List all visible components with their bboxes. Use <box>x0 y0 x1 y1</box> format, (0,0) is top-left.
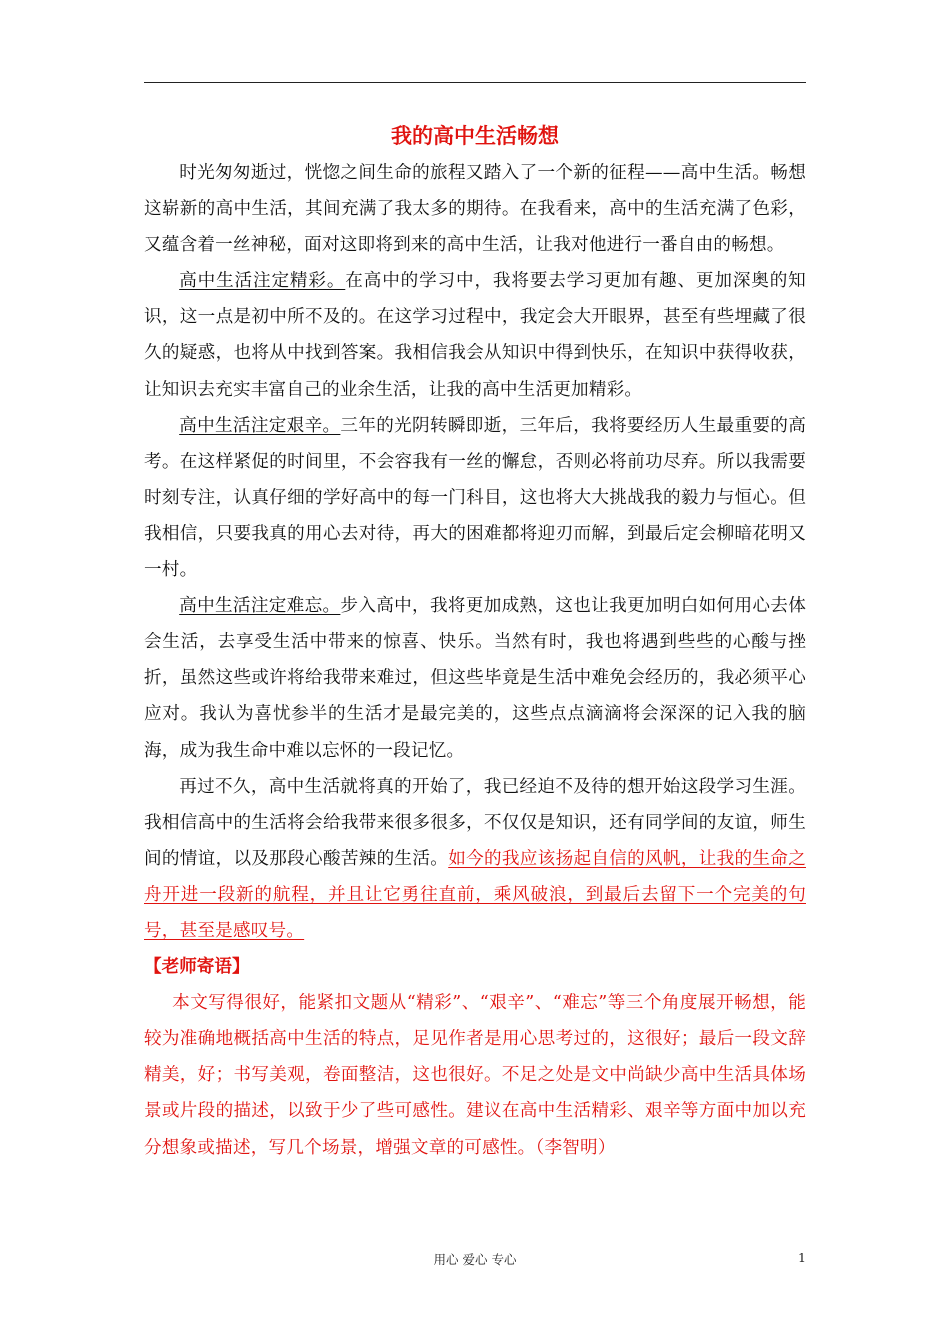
header-rule <box>144 82 806 83</box>
paragraph-memorable <box>144 588 806 768</box>
page-title: 我的高中生活畅想 <box>391 124 559 148</box>
closing-text: 再过不久，高中生活就将真的开始了，我已经迫不及待的想开始这段学习生涯。我相信高中的生活将会给我带来很多很多，不仅仅是知识，还有同学间的友谊，师生间的情谊，以及那段心酸苦辣的生活。 <box>144 776 806 869</box>
paragraph-wonderful <box>144 263 806 407</box>
paragraph-hardship <box>144 408 806 588</box>
paragraph-lead: 高中生活注定艰辛。 <box>179 415 341 436</box>
page-number: 1 <box>798 1250 806 1265</box>
document-body <box>144 155 806 1166</box>
paragraph-text: 时光匆匆逝过，恍惚之间生命的旅程又踏入了一个新的征程——高中生活。畅想这崭新的高中生活，其间充满了我太多的期待。在我看来，高中的生活充满了色彩，又蕴含着一丝神秘，面对这即将到来的高中生活，让我对他进行一番自由的畅想。 <box>144 163 806 256</box>
paragraph-lead: 高中生活注定难忘。 <box>179 596 341 617</box>
closing-paragraph <box>144 769 806 949</box>
footer-motto: 用心 爱心 专心 <box>433 1252 517 1267</box>
closing-highlight: 如今的我应该扬起自信的风帆，让我的生命之舟开进一段新的航程，并且让它勇往直前，乘风破浪，到最后去留下一个完美的句号，甚至是感叹号。 <box>144 848 806 941</box>
paragraph-text: 三年的光阴转瞬即逝，三年后，我将要经历人生最重要的高考。在这样紧促的时间里，不会容我有一丝的懈怠，否则必将前功尽弃。所以我需要时刻专注，认真仔细的学好高中的每一门科目，这也将大大挑战我的毅力与恒心。但我相信，只要我真的用心去对待，再大的困难都将迎刃而解，到最后定会柳暗花明又一村。 <box>144 415 806 581</box>
teacher-heading: 【老师寄语】 <box>144 956 250 978</box>
intro-paragraph <box>144 155 806 263</box>
teacher-comment: 本文写得很好，能紧扣文题从“精彩”、“艰辛”、“难忘”等三个角度展开畅想，能较为准确地概括高中生活的特点，足见作者是用心思考过的，这很好；最后一段文辞精美，好；书写美观，卷面整洁，这也很好。不足之处是文中尚缺少高中生活具体场景或片段的描述，以致于少了些可感性。建议在高中生活精彩、艰辛等方面中加以充分想象或描述，写几个场景，增强文章的可感性。（李智明） <box>144 993 806 1158</box>
paragraph-text: 在高中的学习中，我将要去学习更加有趣、更加深奥的知识，这一点是初中所不及的。在这学习过程中，我定会大开眼界，甚至有些埋藏了很久的疑惑，也将从中找到答案。我相信我会从知识中得到快乐，在知识中获得收获，让知识去充实丰富自己的业余生活，让我的高中生活更加精彩。 <box>144 271 806 400</box>
paragraph-text: 步入高中，我将更加成熟，这也让我更加明白如何用心去体会生活，去享受生活中带来的惊喜、快乐。当然有时，我也将遇到些些的心酸与挫折，虽然这些或许将给我带来难过，但这些毕竟是生活中难免会经历的，我必须平心应对。我认为喜忧参半的生活才是最完美的，这些点点滴滴将会深深的记入我的脑海，成为我生命中难以忘怀的一段记忆。 <box>144 596 806 761</box>
paragraph-lead: 高中生活注定精彩。 <box>179 271 346 292</box>
